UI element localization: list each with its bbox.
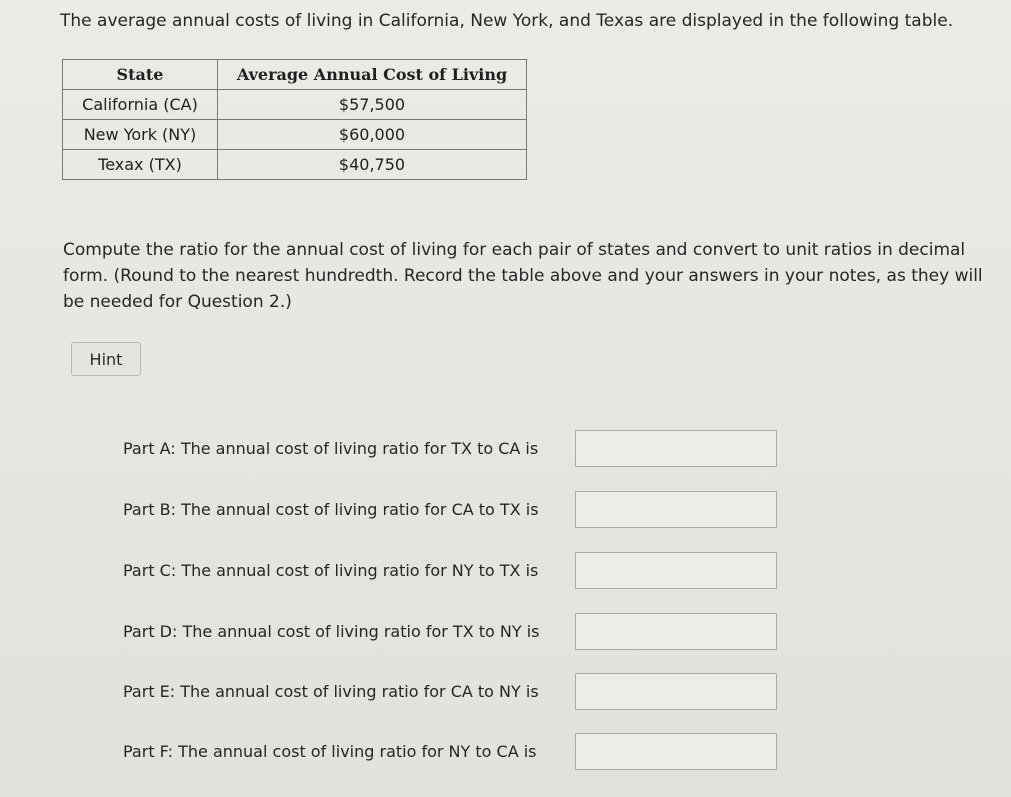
table-row: [63, 120, 527, 150]
table-row: [63, 150, 527, 180]
intro-text: The average annual costs of living in California, New York, and Texas are displayed in the following table.: [60, 11, 954, 31]
part-a-row: [123, 428, 777, 468]
state-cell: Texax (TX): [63, 150, 218, 180]
header-cost: Average Annual Cost of Living: [218, 60, 527, 90]
table-header-row: [63, 60, 527, 90]
part-d-row: [123, 611, 777, 651]
part-b-label: Part B: The annual cost of living ratio for CA to TX is: [123, 499, 539, 519]
part-c-answer-input[interactable]: [575, 552, 777, 589]
part-e-answer-input[interactable]: [575, 673, 777, 710]
hint-button[interactable]: Hint: [71, 342, 141, 376]
part-f-label: Part F: The annual cost of living ratio for NY to CA is: [123, 741, 537, 761]
table-row: [63, 90, 527, 120]
cost-cell: $40,750: [218, 150, 527, 180]
cost-of-living-table: [62, 59, 527, 180]
part-a-label: Part A: The annual cost of living ratio for TX to CA is: [123, 438, 539, 458]
part-f-answer-input[interactable]: [575, 733, 777, 770]
part-e-row: [123, 671, 777, 711]
part-c-row: [123, 550, 777, 590]
part-d-answer-input[interactable]: [575, 613, 777, 650]
part-b-row: [123, 489, 777, 529]
part-c-label: Part C: The annual cost of living ratio for NY to TX is: [123, 560, 539, 580]
instructions-text: Compute the ratio for the annual cost of living for each pair of states and convert to unit ratios in decimal form. (Round to the nearest hundredth. Record the table above and your answers in your notes, as they will be needed for Question 2.): [63, 240, 983, 312]
cost-cell: $57,500: [218, 90, 527, 120]
header-state: State: [63, 60, 218, 90]
part-a-answer-input[interactable]: [575, 430, 777, 467]
part-b-answer-input[interactable]: [575, 491, 777, 528]
part-d-label: Part D: The annual cost of living ratio for TX to NY is: [123, 621, 540, 641]
state-cell: New York (NY): [63, 120, 218, 150]
part-f-row: [123, 731, 777, 771]
part-e-label: Part E: The annual cost of living ratio for CA to NY is: [123, 681, 539, 701]
cost-cell: $60,000: [218, 120, 527, 150]
state-cell: California (CA): [63, 90, 218, 120]
